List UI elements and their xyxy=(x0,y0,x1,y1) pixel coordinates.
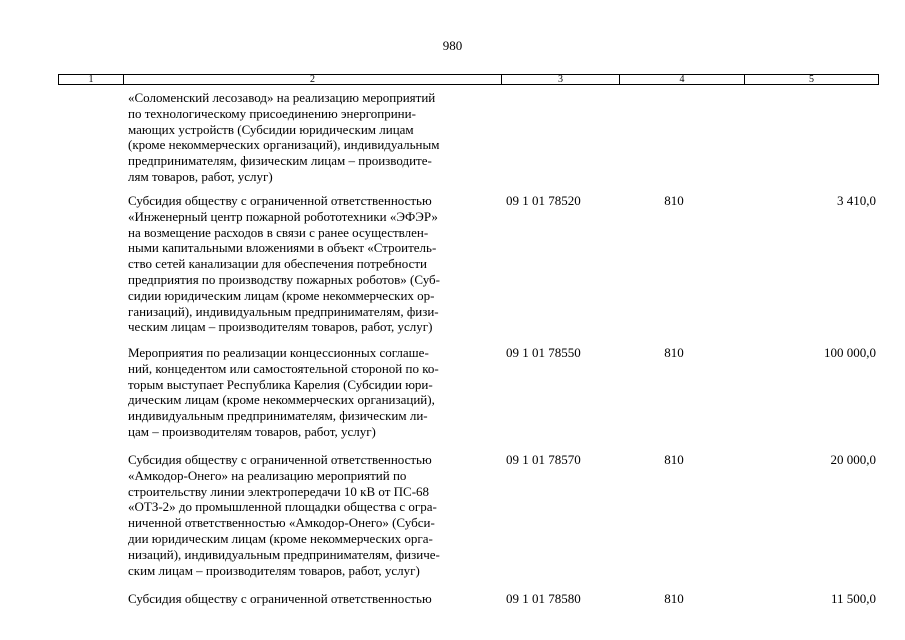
row-code: 09 1 01 78550 xyxy=(506,345,581,360)
column-header-5: 5 xyxy=(809,74,814,85)
row-type: 810 xyxy=(664,452,684,467)
description-line: мающих устройств (Субсидии юридическим лицам xyxy=(128,121,414,137)
page-number: 980 xyxy=(442,38,463,53)
description-line: «Инженерный центр пожарной робототехники «ЭФЭР» xyxy=(128,208,438,224)
row-code: 09 1 01 78570 xyxy=(506,452,581,467)
description-line: ство сетей канализации для обеспечения потребности xyxy=(128,256,427,272)
description-line: лям товаров, работ, услуг) xyxy=(128,168,273,184)
description-line: ниченной ответственностью «Амкодор-Онего» (Субси- xyxy=(128,515,435,531)
row-type: 810 xyxy=(664,591,684,606)
description-line: ганизаций), индивидуальным предпринимателям, физи- xyxy=(128,303,439,319)
table-header xyxy=(58,74,879,85)
column-header-1: 1 xyxy=(59,75,124,84)
description-line: Мероприятия по реализации концессионных соглаше- xyxy=(128,345,429,360)
row-code: 09 1 01 78520 xyxy=(506,193,581,208)
description-line: Субсидия обществу с ограниченной ответственностью xyxy=(128,193,432,208)
row-amount: 11 500,0 xyxy=(830,591,876,606)
description-line: ским лицам – производителям товаров, работ, услуг) xyxy=(128,562,420,578)
description-line: низаций), индивидуальным предпринимателям, физиче- xyxy=(128,546,440,562)
description-line: строительству линии электропередачи 10 кВ от ПС-68 xyxy=(128,483,430,499)
description-line: (кроме некоммерческих организаций), индивидуальным xyxy=(128,137,440,153)
description-line: предпринимателям, физическим лицам – производите- xyxy=(128,153,432,169)
row-amount: 100 000,0 xyxy=(824,345,876,360)
row-type: 810 xyxy=(664,193,684,208)
row-description xyxy=(128,193,498,335)
description-line: ческим лицам – производителям товаров, работ, услуг) xyxy=(128,319,433,335)
description-line: индивидуальным предпринимателям, физическим ли- xyxy=(128,408,428,424)
description-line: торым выступает Республика Карелия (Субсидии юри- xyxy=(128,376,433,392)
description-line: «Амкодор-Онего» на реализацию мероприятий по xyxy=(128,467,407,483)
row-description xyxy=(128,591,498,607)
row-amount: 3 410,0 xyxy=(837,193,876,208)
row-description xyxy=(128,345,498,440)
description-line: сидии юридическим лицам (кроме некоммерческих ор- xyxy=(128,287,435,303)
description-line: предприятия по производству пожарных роботов» (Суб- xyxy=(128,271,440,287)
description-line: «ОТЗ-2» до промышленной площадки общества с огра- xyxy=(128,499,437,515)
description-line: дии юридическим лицам (кроме некоммерческих орга- xyxy=(128,530,433,546)
row-type: 810 xyxy=(664,345,684,360)
description-line: на возмещение расходов в связи с ранее осуществлен- xyxy=(128,224,429,240)
row-description xyxy=(128,90,498,185)
description-line: Субсидия обществу с ограниченной ответственностью xyxy=(128,591,432,606)
description-line: цам – производителям товаров, работ, услуг) xyxy=(128,423,376,439)
description-line: дическим лицам (кроме некоммерческих организаций), xyxy=(128,392,435,408)
column-header-3: 3 xyxy=(502,75,620,84)
row-amount: 20 000,0 xyxy=(830,452,876,467)
description-line: ными капитальными вложениями в объект «Строитель- xyxy=(128,240,437,256)
description-line: по технологическому присоединению энергоприни- xyxy=(128,105,416,121)
row-description xyxy=(128,452,498,578)
column-header-4: 4 xyxy=(620,75,745,84)
row-code: 09 1 01 78580 xyxy=(506,591,581,606)
description-line: «Соломенский лесозавод» на реализацию мероприятий xyxy=(128,90,436,105)
column-header-2: 2 xyxy=(124,75,502,84)
description-line: Субсидия обществу с ограниченной ответственностью xyxy=(128,452,432,467)
description-line: ний, концедентом или самостоятельной стороной по ко- xyxy=(128,360,439,376)
